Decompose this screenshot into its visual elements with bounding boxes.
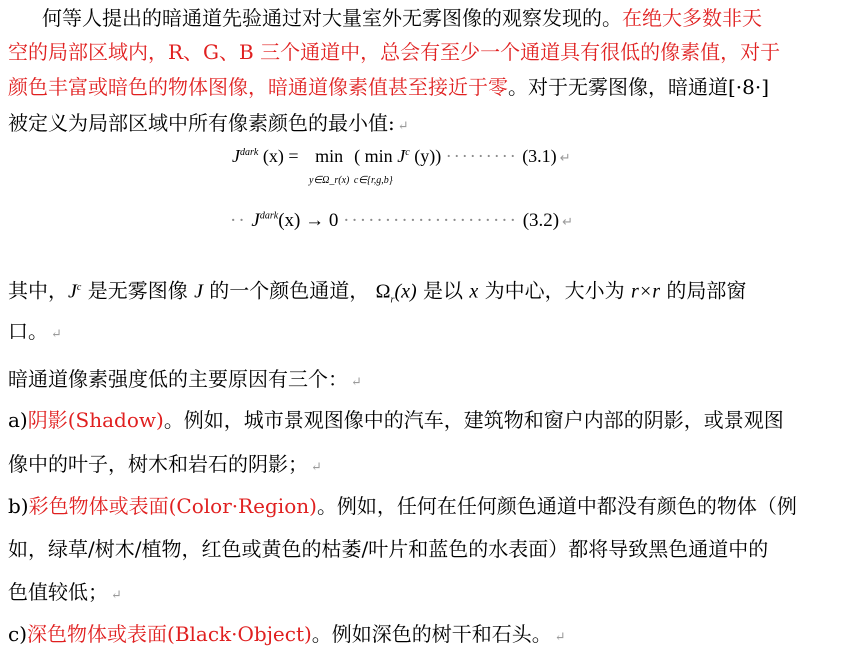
para2-text-a: 其中， bbox=[8, 278, 68, 303]
para2-rxr: r×r bbox=[630, 280, 661, 303]
para2-jc-sup: c bbox=[76, 282, 82, 293]
paragraph-mark: ↵ bbox=[562, 214, 574, 229]
item-b-line3 bbox=[8, 577, 122, 611]
para1-line1 bbox=[42, 3, 762, 33]
item-a-text-2: 像中的叶子，树木和岩石的阴影； bbox=[8, 452, 308, 476]
para2-line2-text: 口。 bbox=[8, 319, 48, 343]
para1-line3-highlight: 颜色丰富或暗色的物体图像，暗通道像素值甚至接近于零 bbox=[8, 75, 508, 99]
eq1-number: (3.1) bbox=[522, 146, 557, 166]
paragraph-mark: ↵ bbox=[559, 150, 571, 165]
eq2-j: J bbox=[251, 210, 260, 231]
para1-line4 bbox=[8, 108, 409, 142]
eq2-number: (3.2) bbox=[522, 210, 560, 231]
para1-line3 bbox=[8, 72, 769, 102]
eq1-c-sup: c bbox=[405, 147, 410, 158]
item-a-prefix: a) bbox=[8, 408, 28, 432]
eq2-rhs: (x) → 0 bbox=[278, 210, 339, 231]
item-a-text: 。例如，城市景观图像中的汽车，建筑物和窗户内部的阴影，或景观图 bbox=[163, 408, 784, 432]
para1-line1-text: 何等人提出的暗通道先验通过对大量室外无雾图像的观察发现的。 bbox=[42, 6, 622, 30]
paragraph-mark: ↵ bbox=[51, 327, 62, 342]
eq2-dark-sup: dark bbox=[259, 210, 279, 222]
eq1-leader-dots: ········· bbox=[445, 146, 518, 166]
item-b-line2 bbox=[8, 534, 768, 564]
equation-3-2 bbox=[230, 210, 573, 232]
para3-text: 暗通道像素强度低的主要原因有三个： bbox=[8, 367, 348, 391]
eq1-dark-sup: dark bbox=[240, 147, 259, 158]
paragraph-mark: ↵ bbox=[351, 375, 362, 390]
para1-line2-highlight: 空的局部区域内，R、G、B 三个通道中，总会有至少一个通道具有很低的像素值，对于 bbox=[8, 40, 781, 64]
item-c-text: 。例如深色的树干和石头。 bbox=[311, 622, 552, 646]
para2-text-d: 是以 bbox=[416, 278, 464, 303]
para1-line3-text: 。对于无雾图像，暗通道[·8·] bbox=[508, 75, 770, 99]
eq1-min2: ( min bbox=[354, 146, 393, 166]
eq1-min1: min bbox=[315, 146, 344, 166]
para2-omega-sub: r bbox=[390, 294, 395, 306]
para3-line bbox=[8, 364, 362, 398]
item-a-highlight: 阴影(Shadow) bbox=[27, 408, 164, 432]
para2-text-f: 的局部窗 bbox=[660, 278, 747, 303]
paragraph-mark: ↵ bbox=[554, 630, 566, 645]
eq1-min2-sub: c∈{r,g,b} bbox=[353, 175, 393, 186]
para1-line1-highlight: 在绝大多数非天 bbox=[622, 6, 762, 30]
item-b-text-3: 色值较低； bbox=[8, 580, 108, 604]
item-b-line1 bbox=[8, 491, 797, 521]
item-b-text: 。例如，任何在任何颜色通道中都没有颜色的物体（例 bbox=[316, 494, 797, 518]
para2-text-e: 为中心，大小为 bbox=[478, 278, 625, 303]
item-a-line2 bbox=[8, 449, 322, 483]
para2-jc: J bbox=[68, 280, 77, 303]
paragraph-mark: ↵ bbox=[111, 588, 122, 603]
para2-omega-arg: (x) bbox=[394, 280, 417, 303]
eq1-min1-sub: y∈Ω_r(x) bbox=[308, 175, 350, 186]
para2-text-b: 是无雾图像 bbox=[81, 278, 188, 303]
paragraph-mark: ↵ bbox=[397, 119, 409, 134]
item-a-line1 bbox=[8, 405, 784, 435]
para1-line4-text: 被定义为局部区域中所有像素颜色的最小值: bbox=[8, 111, 395, 135]
paragraph-mark: ↵ bbox=[311, 460, 322, 475]
para1-line2 bbox=[8, 37, 780, 67]
eq1-min-inner bbox=[354, 146, 393, 188]
para2-j: J bbox=[194, 280, 203, 303]
eq1-min-outer bbox=[309, 146, 349, 188]
para2-omega: Ω bbox=[375, 280, 391, 303]
item-c-prefix: c) bbox=[8, 622, 28, 646]
para2-text-c: 的一个颜色通道， bbox=[202, 278, 370, 303]
eq2-leader-dots: ····················· bbox=[343, 210, 518, 231]
para2-line2 bbox=[8, 316, 62, 350]
para2-x: x bbox=[469, 280, 479, 303]
item-c-line1 bbox=[8, 619, 566, 653]
eq1-jc: J bbox=[397, 146, 406, 166]
item-b-highlight: 彩色物体或表面(Color·Region) bbox=[28, 494, 317, 518]
eq2-lead-dots: ·· bbox=[230, 210, 247, 231]
item-b-prefix: b) bbox=[8, 494, 29, 518]
eq1-arg: (x) = bbox=[262, 146, 299, 166]
eq1-j: J bbox=[232, 146, 240, 166]
item-b-text-2: 如，绿草/树木/植物，红色或黄色的枯萎/叶片和蓝色的水表面）都将导致黑色通道中的 bbox=[8, 537, 769, 561]
equation-3-1 bbox=[232, 146, 571, 188]
para2-line1 bbox=[8, 273, 746, 316]
eq1-rhs-arg: (y)) bbox=[414, 146, 442, 166]
item-c-highlight: 深色物体或表面(Black·Object) bbox=[27, 622, 312, 646]
